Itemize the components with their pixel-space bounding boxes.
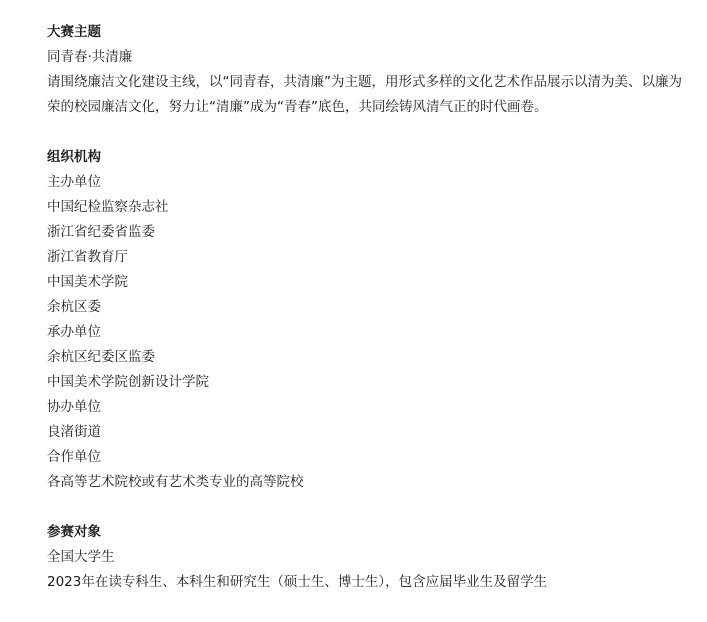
section-spacer [47, 120, 687, 145]
org-item: 浙江省纪委省监委 [47, 224, 155, 240]
org-item: 各高等艺术院校或有艺术类专业的高等院校 [47, 474, 304, 490]
article-body [47, 20, 687, 595]
section-heading-organization: 组织机构 [47, 149, 101, 165]
org-item: 余杭区纪委区监委 [47, 349, 155, 365]
section-spacer [47, 495, 687, 520]
org-label-partner: 合作单位 [47, 449, 101, 465]
org-label-organizer: 承办单位 [47, 324, 101, 340]
participant-item: 全国大学生 [47, 549, 115, 565]
theme-subtitle: 同青春·共清廉 [47, 49, 133, 65]
org-item: 中国美术学院创新设计学院 [47, 374, 209, 390]
org-item: 中国美术学院 [47, 274, 128, 290]
section-heading-theme: 大赛主题 [47, 24, 101, 40]
org-item: 余杭区委 [47, 299, 101, 315]
org-label-host: 主办单位 [47, 174, 101, 190]
org-item: 浙江省教育厅 [47, 249, 128, 265]
org-item: 中国纪检监察杂志社 [47, 199, 169, 215]
participant-item: 2023年在读专科生、本科生和研究生（硕士生、博士生），包含应届毕业生及留学生 [47, 574, 548, 590]
theme-description: 请围绕廉洁文化建设主线，以“同青春，共清廉”为主题，用形式多样的文化艺术作品展示以清为美、以廉为荣的校园廉洁文化，努力让“清廉”成为“青春”底色，共同绘铸风清气正的时代画卷。 [47, 74, 682, 115]
org-label-co-organizer: 协办单位 [47, 399, 101, 415]
org-item: 良渚街道 [47, 424, 101, 440]
section-heading-participants: 参赛对象 [47, 524, 101, 540]
